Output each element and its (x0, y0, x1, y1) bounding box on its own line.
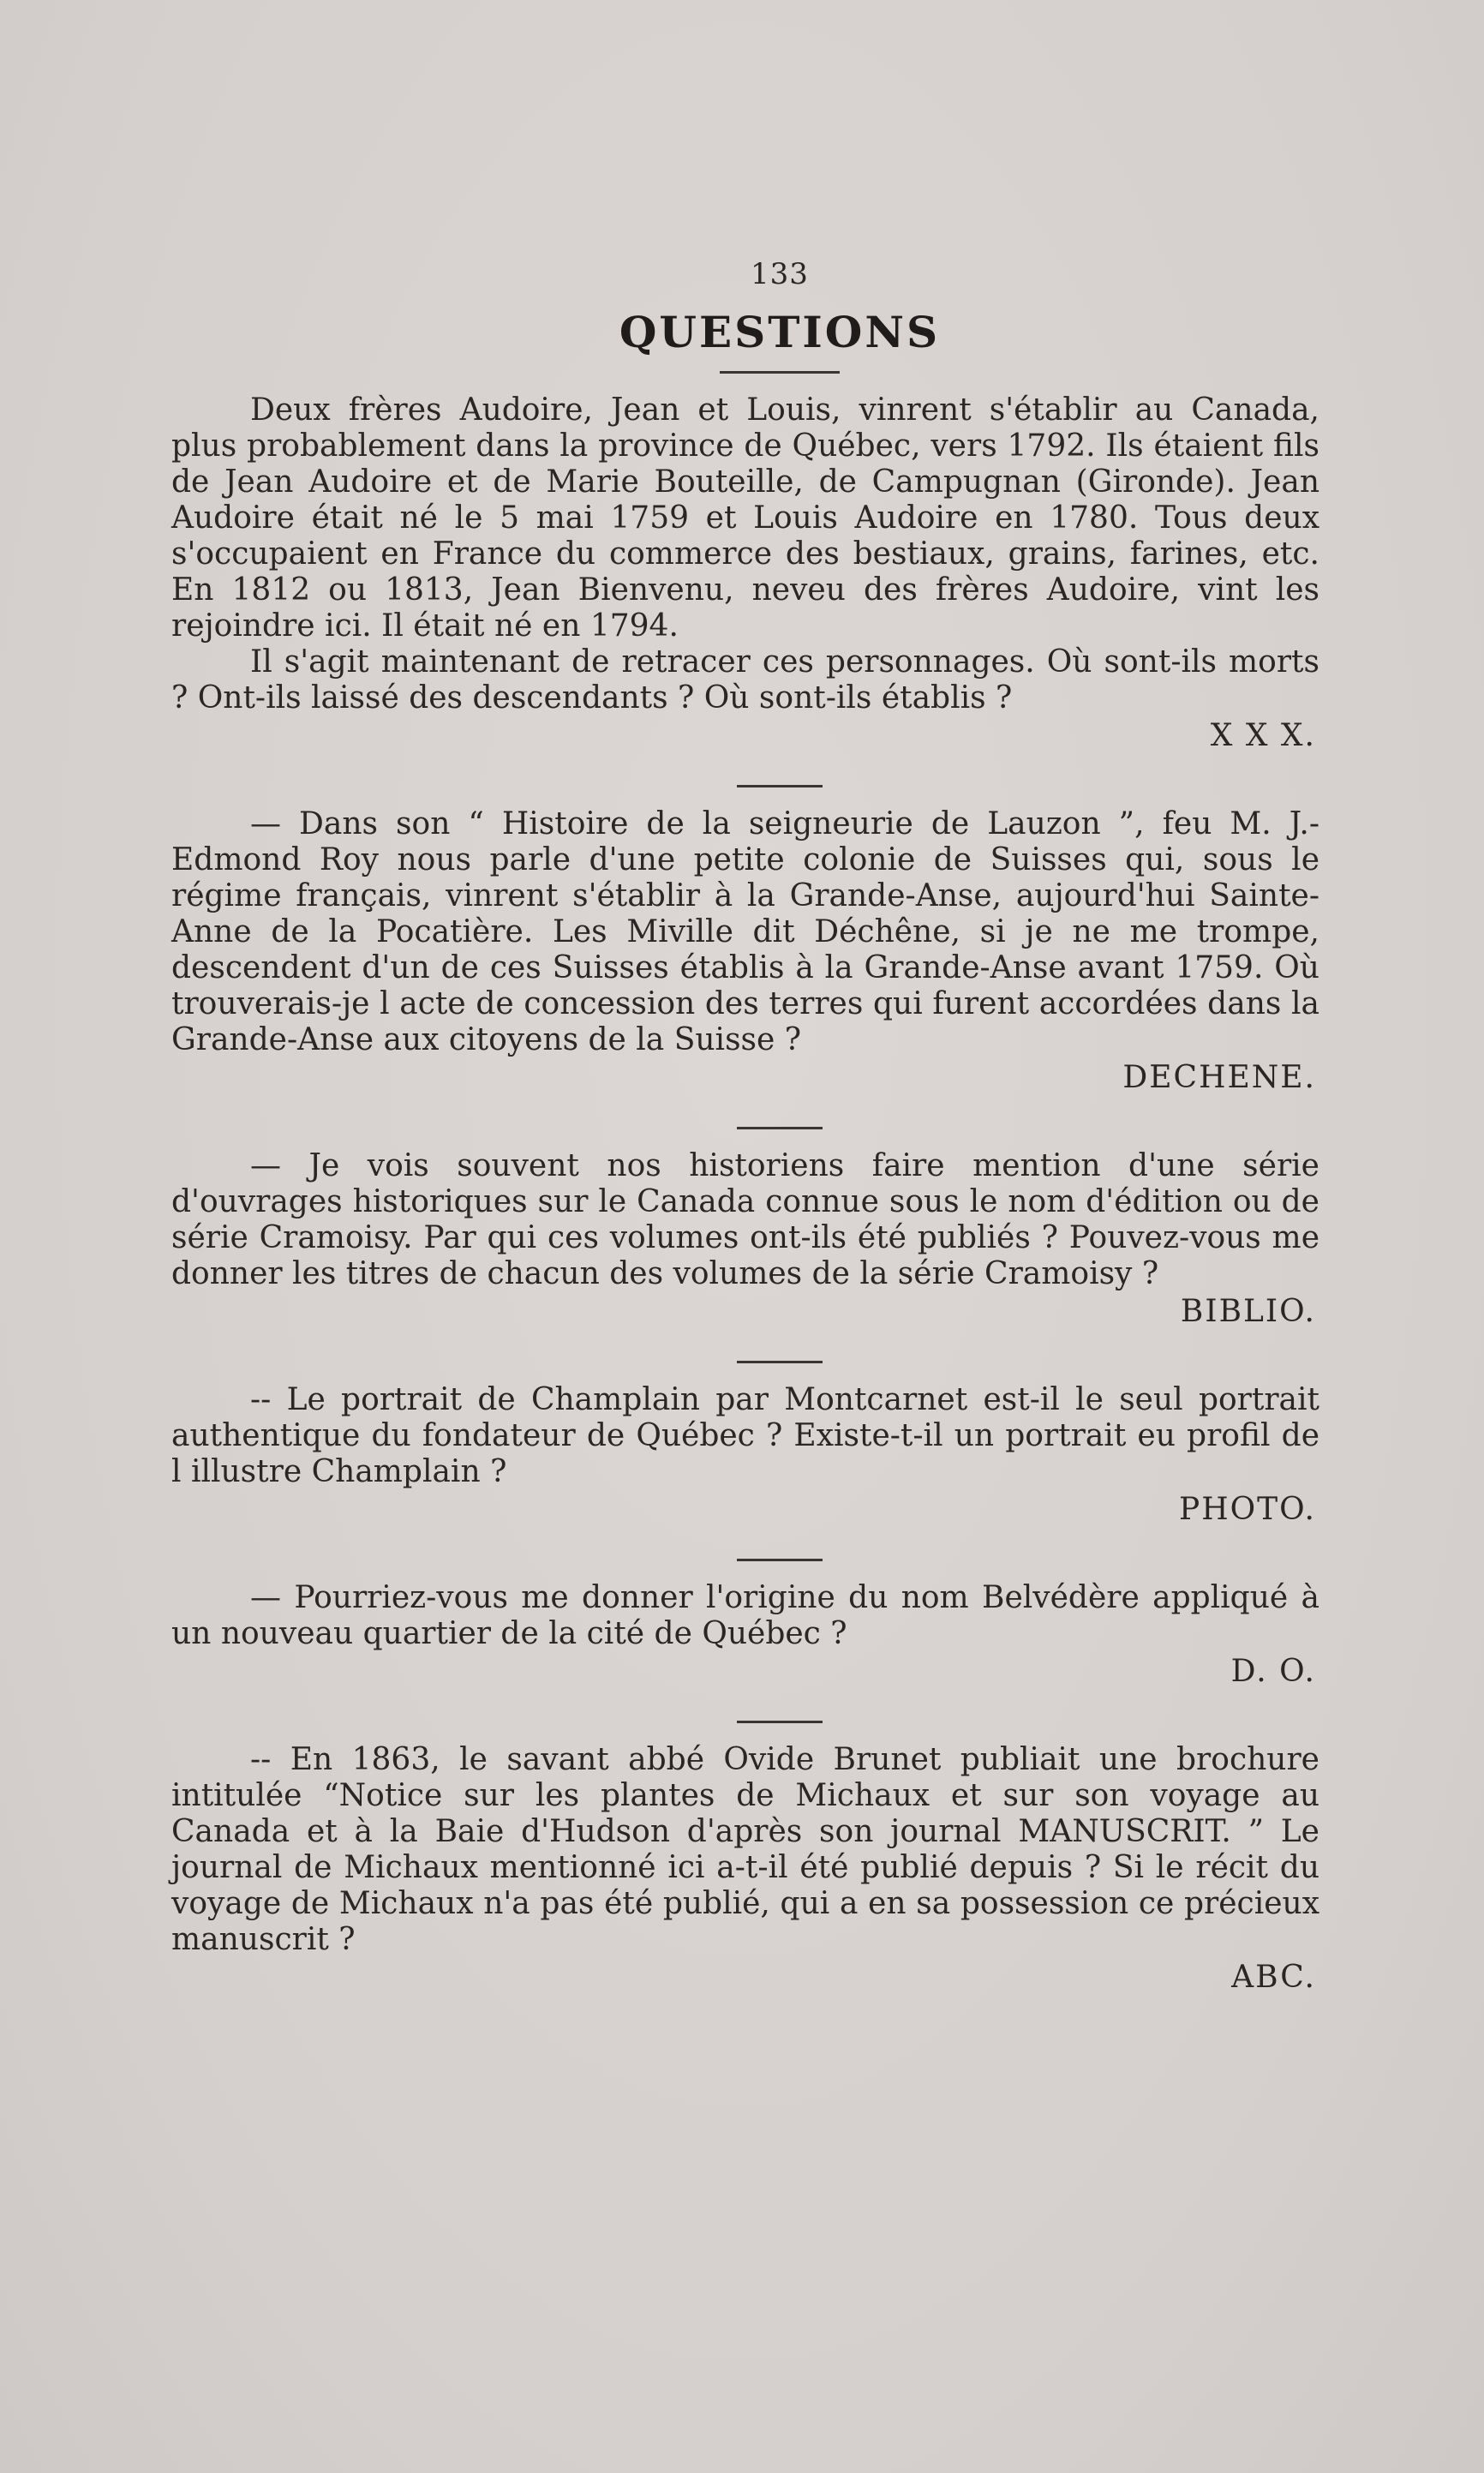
section-divider (737, 1559, 823, 1561)
question-signature: X X X. (1210, 718, 1316, 753)
question-paragraph: -- En 1863, le savant abbé Ovide Brunet publiait une brochure intitulée “Notice sur les plantes de Michaux et sur son voyage au Canada et à la Baie d'Hudson d'après son journal MANUSCRIT. ” Le journal de Michaux mentionné ici a-t-il été publié depuis ? Si le récit du voyage de Michaux n'a pas été publié, qui a en sa possession ce précieux manuscrit ? (171, 1742, 1319, 1957)
question-paragraph: — Dans son “ Histoire de la seigneurie de Lauzon ”, feu M. J.-Edmond Roy nous parle d'une petite colonie de Suisses qui, sous le régime français, vinrent s'établir à la Grande-Anse, aujourd'hui Sainte-Anne de la Pocatière. Les Miville dit Déchêne, si je ne me trompe, descendent d'un de ces Suisses établis à la Grande-Anse avant 1759. Où trouverais-je l acte de concession des terres qui furent accordées dans la Grande-Anse aux citoyens de la Suisse ? (171, 806, 1319, 1057)
question-signature: D. O. (1230, 1654, 1316, 1689)
question-signature: BIBLIO. (1180, 1294, 1316, 1329)
page-title: QUESTIONS (619, 307, 941, 357)
question-entry (171, 392, 1319, 754)
question-signature: DECHENE. (1122, 1060, 1316, 1095)
question-entry (171, 1580, 1319, 1690)
section-divider (737, 785, 823, 787)
question-entry (171, 1742, 1319, 1996)
section-divider (737, 1721, 823, 1723)
section-divider (737, 1361, 823, 1363)
page-number: 133 (751, 257, 809, 291)
title-rule (720, 371, 840, 374)
question-signature: ABC. (1231, 1960, 1316, 1995)
section-divider (737, 1127, 823, 1129)
question-entry (171, 1382, 1319, 1528)
question-paragraph: -- Le portrait de Champlain par Montcarnet est-il le seul portrait authentique du fondateur de Québec ? Existe-t-il un portrait eu profil de l illustre Champlain ? (171, 1382, 1319, 1489)
question-entry (171, 1148, 1319, 1330)
question-paragraph: Il s'agit maintenant de retracer ces personnages. Où sont-ils morts ? Ont-ils laissé des descendants ? Où sont-ils établis ? (171, 644, 1319, 716)
question-signature: PHOTO. (1179, 1492, 1316, 1527)
text-column (171, 257, 1319, 1996)
question-paragraph: — Je vois souvent nos historiens faire mention d'une série d'ouvrages historiques sur le Canada connue sous le nom d'édition ou de série Cramoisy. Par qui ces volumes ont-ils été publiés ? Pouvez-vous me donner les titres de chacun des volumes de la série Cramoisy ? (171, 1148, 1319, 1291)
question-entry (171, 806, 1319, 1096)
question-paragraph: Deux frères Audoire, Jean et Louis, vinrent s'établir au Canada, plus probablement dans la province de Québec, vers 1792. Ils étaient fils de Jean Audoire et de Marie Bouteille, de Campugnan (Gironde). Jean Audoire était né le 5 mai 1759 et Louis Audoire en 1780. Tous deux s'occupaient en France du commerce des bestiaux, grains, farines, etc. En 1812 ou 1813, Jean Bienvenu, neveu des frères Audoire, vint les rejoindre ici. Il était né en 1794. (171, 392, 1319, 644)
question-paragraph: — Pourriez-vous me donner l'origine du nom Belvédère appliqué à un nouveau quartier de la cité de Québec ? (171, 1580, 1319, 1651)
